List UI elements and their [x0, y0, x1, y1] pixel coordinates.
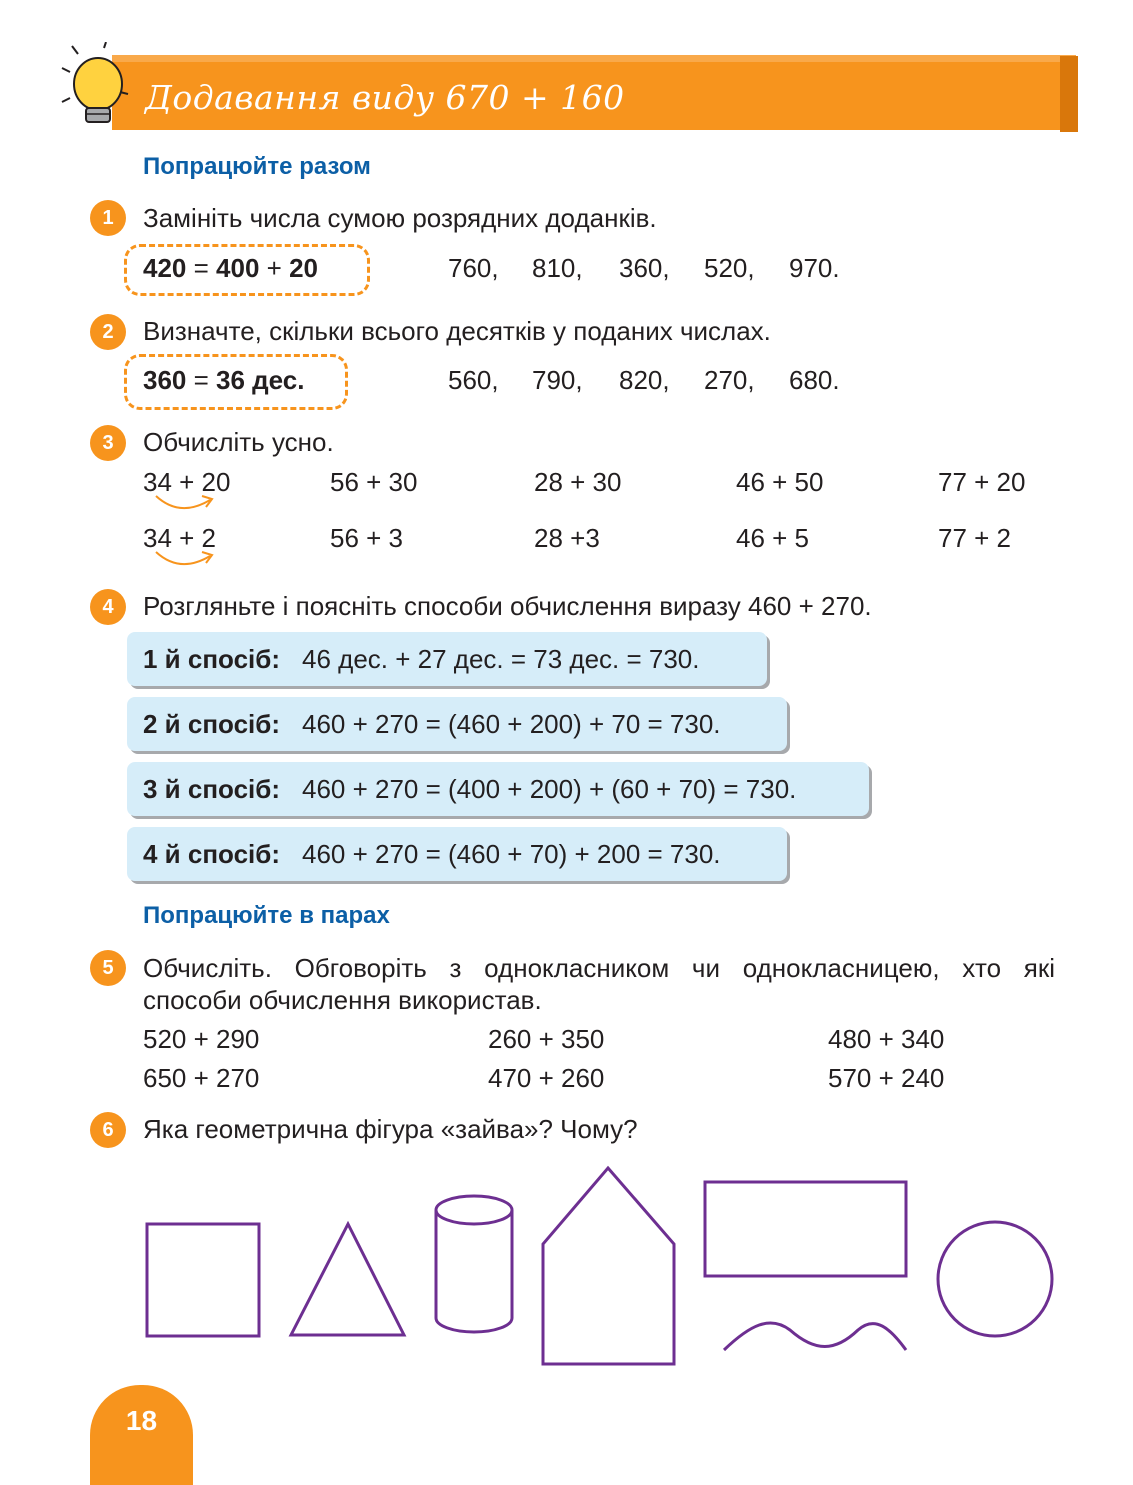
task-3-text: Обчисліть усно.: [143, 427, 334, 457]
cylinder-shape: [436, 1196, 512, 1332]
task-2-number: 820,: [619, 365, 670, 395]
rectangle-shape: [705, 1182, 906, 1276]
task-1-number: 360,: [619, 253, 670, 283]
task-3-expression: 28 + 30: [534, 467, 622, 497]
section-heading-together: Попрацюйте разом: [143, 153, 371, 180]
task-5-expression: 480 + 340: [828, 1024, 945, 1054]
task-number-badge: 6: [90, 1112, 126, 1148]
task-number-badge: 5: [90, 950, 126, 986]
example-term: 400: [216, 253, 260, 283]
page-number: 18: [125, 1405, 158, 1436]
task-5-text-line2: способи обчислення використав.: [143, 985, 542, 1015]
pentagon-shape: [543, 1168, 674, 1364]
page-title: Додавання виду 670 + 160: [145, 78, 625, 117]
task-5-expression: 520 + 290: [143, 1024, 260, 1054]
circle-shape: [938, 1222, 1052, 1336]
task-3-expression: 56 + 3: [330, 523, 404, 553]
task-number-badge: 4: [90, 589, 126, 625]
plus-sign: +: [259, 253, 290, 283]
task-1-number: 810,: [532, 253, 583, 283]
equals-sign: =: [186, 253, 217, 283]
equals-sign: =: [186, 365, 217, 395]
task-5-expression: 470 + 260: [488, 1063, 605, 1093]
method-label: 3 й спосіб:: [143, 773, 280, 804]
task-3-expression: 77 + 20: [938, 467, 1026, 497]
task-2-number: 270,: [704, 365, 755, 395]
task-5-expression: 260 + 350: [488, 1024, 605, 1054]
task-5-expression: 650 + 270: [143, 1063, 260, 1093]
method-expression: 460 + 270 = (460 + 70) + 200 = 730.: [302, 838, 721, 869]
task-2-number: 680.: [789, 365, 840, 395]
task-4-text: Розгляньте і поясніть способи обчислення виразу 460 + 270.: [143, 591, 872, 621]
method-label: 2 й спосіб:: [143, 708, 280, 739]
task-5-text-line1: Обчисліть. Обговоріть з однокласником чи однокласницею, хто які: [143, 953, 1055, 983]
square-shape: [147, 1224, 259, 1336]
method-label: 4 й спосіб:: [143, 838, 280, 869]
example-number: 420: [143, 253, 187, 283]
task-2-text: Визначте, скільки всього десятків у поданих числах.: [143, 316, 771, 346]
task-3-expression: 34 + 20: [143, 467, 231, 497]
task-3-expression: 46 + 5: [736, 523, 810, 553]
method-label: 1 й спосіб:: [143, 643, 280, 674]
task-number-badge: 2: [90, 314, 126, 350]
wavy-line-shape: [724, 1323, 906, 1350]
task-1-number: 760,: [448, 253, 499, 283]
example-number: 360: [143, 365, 187, 395]
section-heading-pairs: Попрацюйте в парах: [143, 902, 390, 929]
example-term: 20: [289, 253, 318, 283]
task-6-text: Яка геометрична фігура «зайва»? Чому?: [143, 1114, 638, 1144]
task-2-number: 790,: [532, 365, 583, 395]
example-term: 36 дес.: [216, 365, 305, 395]
method-expression: 460 + 270 = (460 + 200) + 70 = 730.: [302, 708, 721, 739]
method-expression: 46 дес. + 27 дес. = 73 дес. = 730.: [302, 643, 700, 674]
task-number-badge: 1: [90, 200, 126, 236]
task-1-number: 970.: [789, 253, 840, 283]
triangle-shape: [291, 1224, 404, 1335]
method-expression: 460 + 270 = (400 + 200) + (60 + 70) = 730.: [302, 773, 797, 804]
task-2-number: 560,: [448, 365, 499, 395]
task-5-expression: 570 + 240: [828, 1063, 945, 1093]
task-3-expression: 34 + 2: [143, 523, 217, 553]
task-number-badge: 3: [90, 425, 126, 461]
task-1-text: Замініть числа сумою розрядних доданків.: [143, 203, 657, 233]
task-1-number: 520,: [704, 253, 755, 283]
task-3-expression: 56 + 30: [330, 467, 418, 497]
task-3-expression: 28 +3: [534, 523, 600, 553]
task-3-expression: 46 + 50: [736, 467, 824, 497]
task-3-expression: 77 + 2: [938, 523, 1012, 553]
